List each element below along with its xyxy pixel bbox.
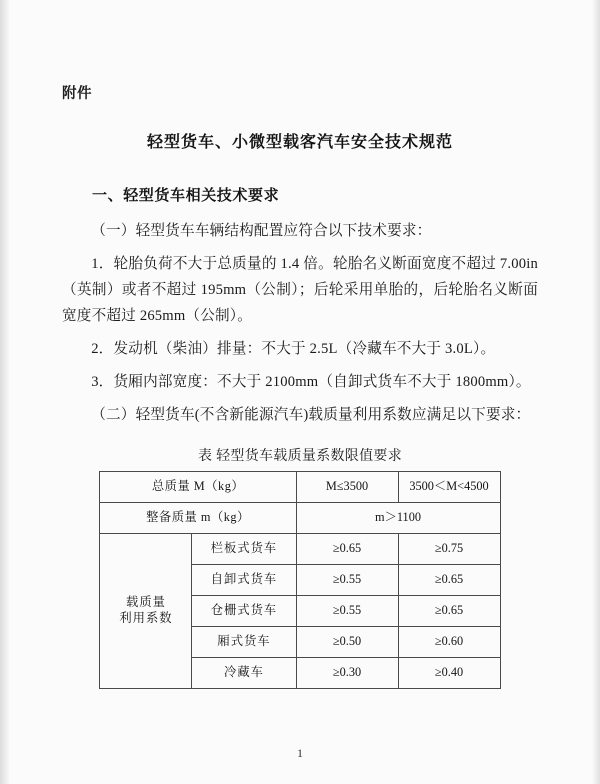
row-1-value-1: ≥0.55 xyxy=(296,564,398,595)
header-total-mass: 总质量 M（kg） xyxy=(100,471,296,502)
group-label-load-coefficient xyxy=(100,533,192,688)
row-3-value-1: ≥0.50 xyxy=(296,626,398,657)
row-0-value-1: ≥0.65 xyxy=(296,533,398,564)
header-col-1: M≤3500 xyxy=(296,471,398,502)
table-caption: 表 轻型货车载质量系数限值要求 xyxy=(198,448,402,464)
page-number: 1 xyxy=(297,748,303,760)
row-name-2: 仓栅式货车 xyxy=(192,595,296,626)
table-row xyxy=(100,533,500,564)
row-2-value-1: ≥0.55 xyxy=(296,595,398,626)
attachment-label: 附件 xyxy=(62,86,92,102)
load-coefficient-table xyxy=(99,471,500,689)
row-4-value-2: ≥0.40 xyxy=(398,657,500,688)
row-1-value-2: ≥0.65 xyxy=(398,564,500,595)
table-row xyxy=(100,502,500,533)
kerb-mass-value: m＞1100 xyxy=(296,502,500,533)
paragraph-4: 3．货厢内部宽度：不大于 2100mm（自卸式货车不大于 1800mm）。 xyxy=(91,373,531,390)
paragraph-1: （一）轻型货车车辆结构配置应符合以下技术要求： xyxy=(91,223,432,239)
row-0-value-2: ≥0.75 xyxy=(398,533,500,564)
row-name-4: 冷藏车 xyxy=(192,657,296,688)
row-4-value-1: ≥0.30 xyxy=(296,657,398,688)
row-name-3: 厢式货车 xyxy=(192,626,296,657)
kerb-mass-label: 整备质量 m（kg） xyxy=(100,502,296,533)
row-3-value-2: ≥0.60 xyxy=(398,626,500,657)
page-title: 轻型货车、小微型载客汽车安全技术规范 xyxy=(146,134,453,151)
row-2-value-2: ≥0.65 xyxy=(398,595,500,626)
section-heading: 一、轻型货车相关技术要求 xyxy=(92,188,280,204)
paragraph-3: 2．发动机（柴油）排量：不大于 2.5L（冷藏车不大于 3.0L）。 xyxy=(91,340,496,357)
table-row xyxy=(100,471,500,502)
paragraph-2: 1．轮胎负荷不大于总质量的 1.4 倍。轮胎名义断面宽度不超过 7.00in（英制）或者不超过 195mm（公制）；后轮采用单胎的，后轮胎名义断面宽度不超过 265mm（公制）。 xyxy=(62,255,538,324)
header-col-2: 3500＜M<4500 xyxy=(398,471,500,502)
group-label-line-2: 利用系数 xyxy=(119,610,173,625)
row-name-1: 自卸式货车 xyxy=(192,564,296,595)
paragraph-5: （二）轻型货车(不含新能源汽车)载质量利用系数应满足以下要求： xyxy=(91,406,531,423)
row-name-0: 栏板式货车 xyxy=(192,533,296,564)
group-label-line-1: 载质量 xyxy=(126,594,166,609)
